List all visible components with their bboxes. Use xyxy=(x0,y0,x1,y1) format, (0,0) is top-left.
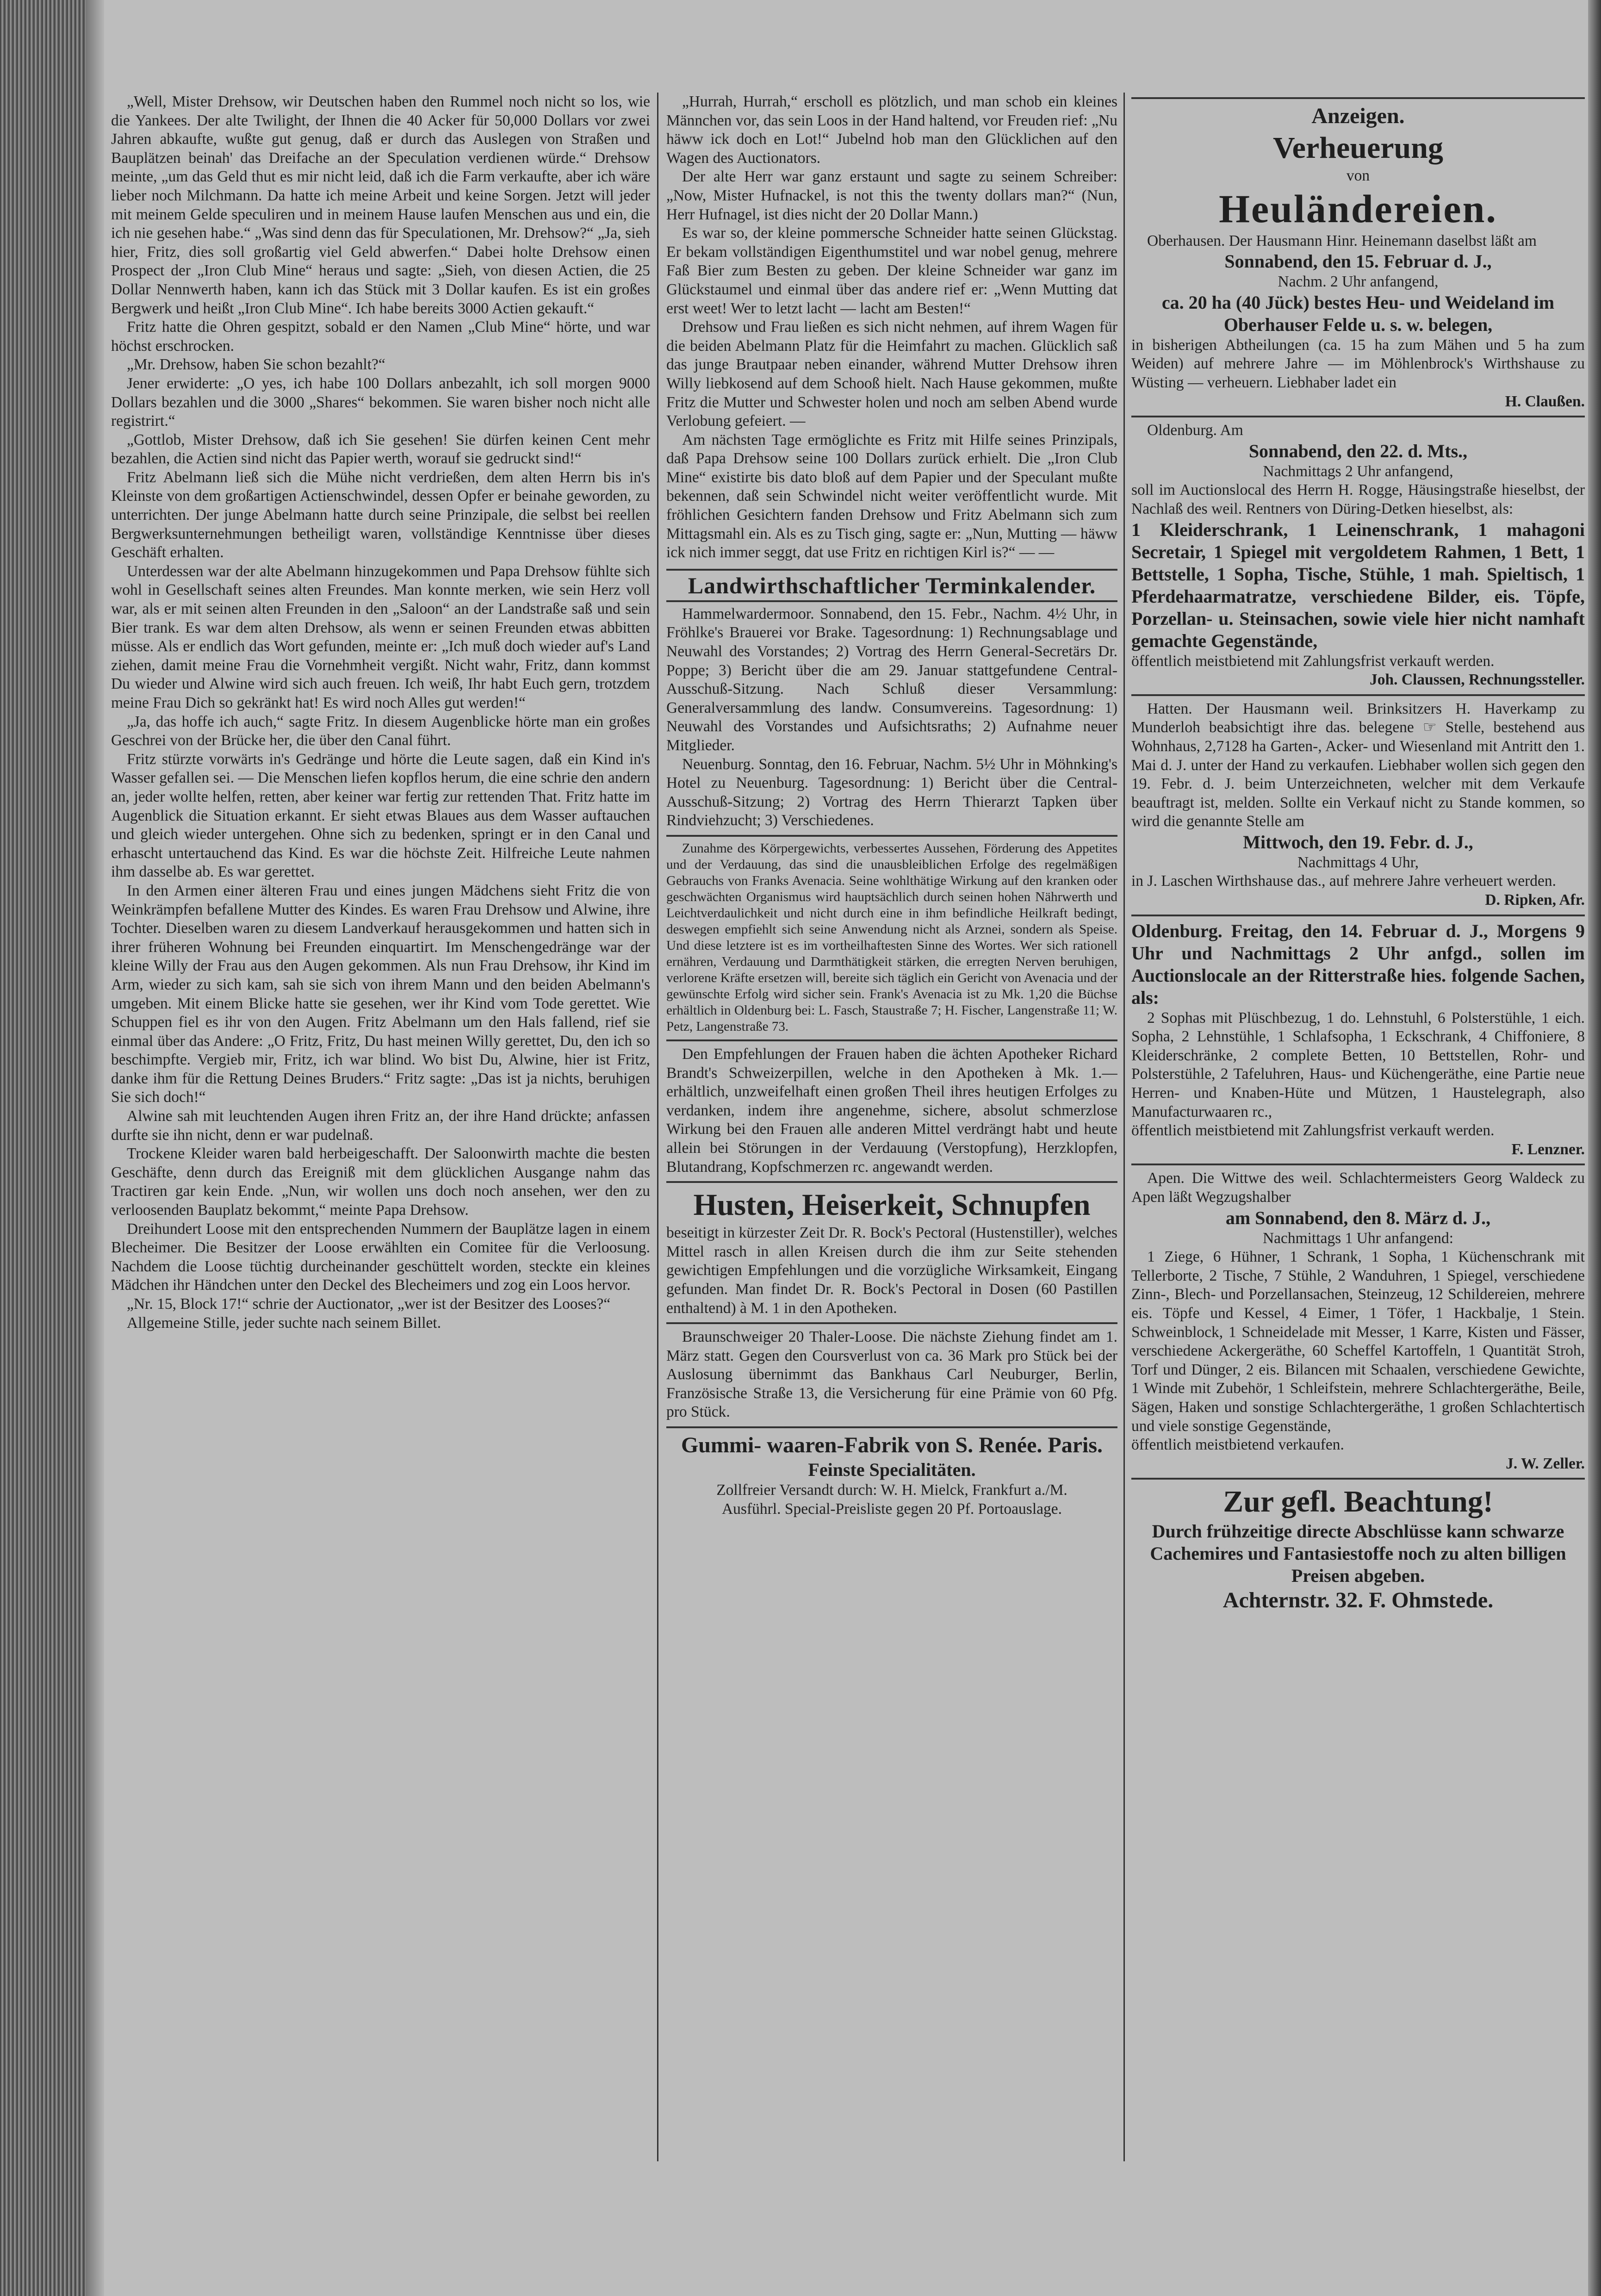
column-divider xyxy=(657,93,658,2161)
text-paragraph: Ausführl. Special-Preisliste gegen 20 Pf. Portoauslage. xyxy=(721,1500,1062,1518)
ad-title: Anzeigen. xyxy=(1131,97,1585,130)
advertisement: Zunahme des Körpergewichts, verbessertes Aussehen, Förderung des Appetites und der Verdauung, das sind die unausbleiblichen Erfolge des regelmäßigen Gebrauchs von Franks Avenacia. Seine wohlthätige Wirkung auf den kranken oder geschwächten Organismus wird hauptsächlich durch seinen hohen Nährwerth und Leichtverdaulichkeit und nicht durch eine in ihm befindliche Heilkraft bedingt, deswegen empfiehlt sich seine Anwendung nicht als Arznei, sondern als Speise. Und diese letztere ist es im vortheilhaftesten Sinne des Wortes. Wer sich rationell ernähren, Verdauung und Darmthätigkeit stärken, die erregten Nerven beruhigen, verlorene Kräfte ersetzen will, bereite sich täglich ein Gericht von Avenacia und der gewünschte Erfolg wird sicher sein. Frank's Avenacia ist zu Mk. 1,20 die Büchse erhältlich in Oldenburg bei: L. Fasch, Staustraße 7; H. Fischer, Langenstraße 11; W. Petz, Langenstraße 73. xyxy=(666,835,1117,1035)
ad-signature: Joh. Claussen, Rechnungssteller. xyxy=(1369,671,1585,689)
text-paragraph: Dreihundert Loose mit den entsprechenden Nummern der Bauplätze lagen in einem Blecheimer. Die Besitzer der Loose erwählten ein Comitee für die Verloosung. Nachdem die Loose tüchtig durcheinander geschüttelt worden, steckte ein kleines Mädchen ihr Händchen unter den Deckel des Blecheimers und zog ein Loos hervor. xyxy=(111,1220,650,1294)
text-paragraph: Nachmittags 1 Uhr anfangend: xyxy=(1262,1229,1454,1247)
text-paragraph: Fritz Abelmann ließ sich die Mühe nicht verdrießen, dem alten Herrn bis in's Kleinste von dem großartigen Actienschwindel, dessen Opfer er beinahe geworden, zu unterrichten. Der junge Abelmann hatte durch seine Prinzipale, die selbst bei reellen Bergwerksunternehmungen betheiligt waren, vollständige Kenntnisse über dieses Geschäft erhalten. xyxy=(111,468,650,561)
column-divider xyxy=(1123,93,1125,2161)
text-paragraph: Am nächsten Tage ermöglichte es Fritz mit Hilfe seines Prinzipals, daß Papa Drehsow seine 100 Dollars zurück erhielt. Die „Iron Club Mine“ existirte bis dato bloß auf dem Papier und der Speculant mußte bekennen, daß sein Schwindel nicht weiter veröffentlicht wurde. Mit fröhlichen Gesichtern fanden Drehsow und Fritz Abelmann sich zum Mittagsmahl ein. Als es zu Tisch ging, sagte er: „Nun, Mutting — häww ick nich immer seggt, dat use Fritz en richtigen Kirl is?“ — — xyxy=(666,431,1117,561)
ad-signature: F. Lenzner. xyxy=(1511,1140,1585,1158)
text-paragraph: Oberhausen. Der Hausmann Hinr. Heinemann daselbst läßt am xyxy=(1147,232,1537,249)
text-paragraph: „Hurrah, Hurrah,“ erscholl es plötzlich, und man schob ein kleines Männchen vor, das sein Loos in der Hand haltend, vor Freuden rief: „Nu häww ick doch en Lot!“ Jubelnd hob man den Glücklichen auf den Wagen des Auctionators. xyxy=(666,93,1117,167)
column-story-and-ads xyxy=(666,93,1117,2166)
text-paragraph: Nachm. 2 Uhr anfangend, xyxy=(1278,273,1439,291)
ad-title: Verheuerung xyxy=(1273,131,1443,165)
text-paragraph: Hammelwardermoor. Sonnabend, den 15. Febr., Nachm. 4½ Uhr, in Fröhlke's Brauerei vor Brake. Tagesordnung: 1) Rechnungsablage und Neuwahl des Vorstandes; 2) Vortrag des Herrn General-Secretärs Dr. Poppe; 3) Bericht über die am 29. Januar stattgefundene Central-Ausschuß-Sitzung. Nach Schluß dieser Versammlung: Generalversammlung des landw. Consumvereins. Tagesordnung: 1) Neuwahl des Vorstandes und Aufsichtsraths; 2) Aufnahme neuer Mitglieder. xyxy=(666,605,1117,754)
text-paragraph: Mittwoch, den 19. Febr. d. J., xyxy=(1243,831,1473,852)
ad-title: Gummi- waaren-Fabrik von S. Renée. Paris. xyxy=(666,1426,1117,1459)
text-paragraph: Der alte Herr war ganz erstaunt und sagte zu seinem Schreiber: „Now, Mister Hufnackel, is not this the twenty dollars man?“ (Nun, Herr Hufnagel, ist dies nicht der 20 Dollar Mann.) xyxy=(666,168,1117,223)
text-paragraph: öffentlich meistbietend mit Zahlungsfrist verkauft werden. xyxy=(1131,652,1495,670)
text-paragraph: öffentlich meistbietend verkaufen. xyxy=(1131,1436,1344,1454)
ad-footer: Achternstr. 32. F. Ohmstede. xyxy=(1222,1588,1494,1613)
advertisement: Den Empfehlungen der Frauen haben die ächten Apotheker Richard Brandt's Schweizerpillen, welche in den Apotheken à Mk. 1.— erhältlich, unzweifelhaft einen großen Theil ihres heutigen Erfolges zu verdanken, indem ihre angenehme, sichere, absolut schmerzlose Wirkung bei den Frauen alle anderen Mittel verdrängt habt und heute allein bei Störungen in der Verdauung (Verstopfung), Herzklopfen, Blutandrang, Kopfschmerzen rc. angewandt werden. xyxy=(666,1039,1117,1176)
text-paragraph: Nachmittags 4 Uhr, xyxy=(1297,853,1419,871)
text-paragraph: beseitigt in kürzester Zeit Dr. R. Bock's Pectoral (Hustenstiller), welches Mittel rasch in allen Kreisen durch die ihm zur Seite stehenden gewichtigen Empfehlungen und die vorzügliche Wirksamkeit, Eingang gefunden. Man findet Dr. R. Bock's Pectoral in Dosen (60 Pastillen enthaltend) à M. 1 in den Apotheken. xyxy=(666,1224,1117,1317)
text-paragraph: am Sonnabend, den 8. März d. J., xyxy=(1225,1207,1491,1228)
text-paragraph: „Nr. 15, Block 17!“ schrie der Auctionator, „wer ist der Besitzer des Looses?“ xyxy=(127,1295,611,1313)
advertisement: Apen. Die Wittwe des weil. Schlachtermeisters Georg Waldeck zu Apen läßt Wegzugshalber xyxy=(1131,1164,1585,1207)
text-paragraph: 1 Ziege, 6 Hühner, 1 Schrank, 1 Sopha, 1 Küchenschrank mit Tellerborte, 2 Tische, 7 Stühle, 2 Wanduhren, 1 Spiegel, verschiedene Zinn-, Blech- und Porzellansachen, Steinzeug, 12 Schildereien, mehrere eis. Töpfe und Kessel, 4 Eimer, 1 Töfer, 1 Hackbalje, 1 Stein. Schweinblock, 1 Schneidelade mit Messer, 1 Karre, Kisten und Fässer, verschiedene Ackergeräthe, 60 Scheffel Kartoffeln, 1 Quantität Stroh, Torf und Dünger, 2 eis. Bilancen mit Schaalen, verschiedene Gewichte, 1 Winde mit Zubehör, 1 Schleifstein, mehrere Schlachtergeräthe, Beile, Sägen, Haken und sonstige Schlachtergeräthe, 1 großen Schlachtertisch und viele sonstige Gegenstände, xyxy=(1131,1248,1585,1435)
advertisement: Oldenburg. Am xyxy=(1131,416,1585,440)
ad-signature: D. Ripken, Afr. xyxy=(1485,891,1585,909)
text-paragraph: Unterdessen war der alte Abelmann hinzugekommen und Papa Drehsow fühlte sich wohl in Gesellschaft seines alten Freundes. Man konnte merken, wie sein Herz voll war, als er mit seinen alten Freunden in den „Saloon“ an der Landstraße saß und sein Bier trank. Es war dem alten Drehsow, als wenn er seinen Freunden etwas abbitten müsse. Als er endlich das Wort gefunden, meinte er: „Ich muß doch wieder auf's Land ziehen, damit meine Frau die Vornehmheit vergißt. Nicht wahr, Fritz, dann kommst Du wieder und Alwine wird sich auch freuen. Ich weiß, Ihr habt Euch gern, trotzdem meine Frau Dich so gekränkt hat! Es wird noch Alles gut werden!“ xyxy=(111,562,650,711)
text-paragraph: Sonnabend, den 15. Februar d. J., xyxy=(1224,251,1492,272)
book-binding-edge xyxy=(0,0,104,2296)
text-paragraph: Durch frühzeitige directe Abschlüsse kann schwarze Cachemires und Fantasiestoffe noch zu alten billigen Preisen abgeben. xyxy=(1150,1521,1566,1587)
page-right-edge xyxy=(1588,0,1601,2296)
text-paragraph: ca. 20 ha (40 Jück) bestes Heu- und Weideland im Oberhauser Felde u. s. w. belegen, xyxy=(1161,292,1555,335)
text-paragraph: „Mr. Drehsow, haben Sie schon bezahlt?“ xyxy=(127,356,385,373)
text-paragraph: Alwine sah mit leuchtenden Augen ihren Fritz an, der ihre Hand drückte; anfassen durfte sie ihn nicht, denn er war pudelnaß. xyxy=(111,1108,650,1144)
ad-signature: H. Claußen. xyxy=(1505,392,1585,410)
advertisement: Hatten. Der Hausmann weil. Brinksitzers H. Haverkamp zu Munderloh beabsichtigt ihre das. belegene ☞ Stelle, bestehend aus Wohnhaus, 2,7128 ha Garten-, Acker- und Wiesenland mit Antritt den 1. Mai d. J. unter der Hand zu verkaufen. Liebhaber wollen sich gegen den 19. Febr. d. J. beim Unterzeichneten, welcher mit dem Verkaufe beauftragt ist, melden. Sollte ein Verkauf nicht zu Stande kommen, so wird die genannte Stelle am xyxy=(1131,694,1585,831)
text-paragraph: von xyxy=(1346,167,1370,184)
text-paragraph: Allgemeine Stille, jeder suchte nach seinem Billet. xyxy=(127,1314,441,1332)
text-paragraph: „Ja, das hoffe ich auch,“ sagte Fritz. In diesem Augenblicke hörte man ein großes Geschrei von der Brücke her, die über den Canal führt. xyxy=(111,713,650,749)
advertisement: Oldenburg. Freitag, den 14. Februar d. J., Morgens 9 Uhr und Nachmittags 2 Uhr anfgd., sollen im Auctionslocale an der Ritterstraße hies. folgende Sachen, als: xyxy=(1131,915,1585,1009)
ad-title: Zur gefl. Beachtung! xyxy=(1131,1478,1585,1520)
text-paragraph: Zollfreier Versandt durch: W. H. Mielck, Frankfurt a./M. xyxy=(716,1481,1067,1499)
text-paragraph: soll im Auctionslocal des Herrn H. Rogge, Häusingstraße hieselbst, der Nachlaß des weil. Rentners von Düring-Detken hieselbst, als: xyxy=(1131,481,1585,517)
text-paragraph: Jener erwiderte: „O yes, ich habe 100 Dollars anbezahlt, ich soll morgen 9000 Dollars bezahlen und die 3000 „Shares“ bekommen. Sie waren bisher noch nicht alle registrirt.“ xyxy=(111,374,650,430)
text-paragraph: Fritz hatte die Ohren gespitzt, sobald er den Namen „Club Mine“ hörte, und war höchst erschrocken. xyxy=(111,318,650,355)
text-paragraph: öffentlich meistbietend mit Zahlungsfrist verkauft werden. xyxy=(1131,1122,1495,1139)
text-paragraph: Feinste Specialitäten. xyxy=(808,1459,976,1481)
text-paragraph: Fritz stürzte vorwärts in's Gedränge und hörte die Leute sagen, daß ein Kind in's Wasser gefallen sei. — Die Menschen liefen kopflos herum, die eine schrie den andern an, jeder wollte helfen, retten, aber keiner war fertig zur rettenden That. Fritz hatte im Augenblick die Situation erkannt. Er sieht etwas Blaues aus dem Wasser auftauchen und gleich wieder untergehen. Ohne sich zu bedenken, springt er in den Canal und erhascht untertauchend das Kind. Es war die höchste Zeit. Hilfreiche Leute nahmen ihm dasselbe ab. Es war gerettet. xyxy=(111,750,650,881)
ad-signature: J. W. Zeller. xyxy=(1506,1455,1585,1472)
ad-title: Husten, Heiserkeit, Schnupfen xyxy=(666,1181,1117,1224)
column-advertisements xyxy=(1131,93,1585,2166)
section-heading: Landwirthschaftlicher Terminkalender. xyxy=(666,569,1117,602)
text-paragraph: Es war so, der kleine pommersche Schneider hatte seinen Glückstag. Er bekam vollständigen Eigenthumstitel und war nobel genug, mehrere Faß Bier zum Besten zu geben. Der kleine Schneider war ganz im Glückstaumel und einmal über das andere rief er: „Wenn Mutting dat erst weet! Wer to letzt lacht — lacht am Besten!“ xyxy=(666,224,1117,317)
text-paragraph: „Well, Mister Drehsow, wir Deutschen haben den Rummel noch nicht so los, wie die Yankees. Der alte Twilight, der Ihnen die 40 Acker für 50,000 Dollars vor zwei Jahren abkaufte, wußte gut genug, daß er durch das Auslegen von Straßen und Bauplätzen beinah' das Dreifache an der Speculation verdienen würde.“ Drehsow meinte, „um das Geld thut es mir nicht leid, daß ich die Farm verkaufte, aber ich wäre lieber noch Milchmann. Da hatte ich meine Arbeit und keine Sorgen. Jetzt will jeder mit meinem Gelde speculiren und in meinem Hause laufen Menschen aus und ein, die ich nie gesehen habe.“ „Was sind denn das für Speculationen, Mr. Drehsow?“ „Ja, sieh hier, Fritz, dies soll großartig viel Geld abwerfen.“ Dabei holte Drehsow einen Prospect der „Iron Club Mine“ heraus und sagte: „Sieh, von diesen Actien, die 25 Dollar Nennwerth haben, kann ich das Stück mit 3 Dollar kaufen. Es ist ein großes Bergwerk und heißt „Iron Club Mine“. Ich habe bereits 3000 Actien gekauft.“ xyxy=(111,93,650,317)
text-paragraph: „Gottlob, Mister Drehsow, daß ich Sie gesehen! Sie dürfen keinen Cent mehr bezahlen, die Actien sind nicht das Papier werth, worauf sie gedruckt sind!“ xyxy=(111,431,650,467)
text-paragraph: 2 Sophas mit Plüschbezug, 1 do. Lehnstuhl, 6 Polsterstühle, 1 eich. Sopha, 2 Lehnstühle, 1 Schlafsopha, 1 Eckschrank, 4 Chiffoniere, 8 Kleiderschränke, 2 complete Betten, 10 Bettstellen, Rohr- und Polsterstühle, 2 Tafeluhren, Haus- und Küchengeräthe, eine Partie neue Herren- und Knaben-Hüte und Mützen, 1 Haustelegraph, also Manufacturwaaren rc., xyxy=(1131,1009,1585,1120)
text-paragraph: Sonnabend, den 22. d. Mts., xyxy=(1248,440,1468,461)
advertisement: Braunschweiger 20 Thaler-Loose. Die nächste Ziehung findet am 1. März statt. Gegen den Coursverlust von ca. 36 Mark pro Stück bei der Auslosung übernimmt das Bankhaus Carl Neuburger, Berlin, Französische Straße 13, die Versicherung für eine Prämie von 60 Pfg. pro Stück. xyxy=(666,1322,1117,1422)
text-paragraph: Nachmittags 2 Uhr anfangend, xyxy=(1263,462,1453,480)
text-paragraph: Drehsow und Frau ließen es sich nicht nehmen, auf ihrem Wagen für die beiden Abelmann Platz für die Heimfahrt zu machen. Glücklich saß das junge Brautpaar neben einander, während Mutter Drehsow ihren Willy liebkosend auf dem Schooß hielt. Nach Hause gekommen, mußte Fritz die Mutter und Schwester holen und noch am selben Abend wurde Verlobung gefeiert. — xyxy=(666,318,1117,430)
text-paragraph: in bisherigen Abtheilungen (ca. 15 ha zum Mähen und 5 ha zum Weiden) auf mehrere Jahre — im Möhlenbrock's Wirthshause zu Wüsting — verheuern. Liebhaber ladet ein xyxy=(1131,336,1585,391)
ad-title: Heuländereien. xyxy=(1219,186,1497,231)
text-paragraph: In den Armen einer älteren Frau und eines jungen Mädchens sieht Fritz die von Weinkrämpfen befallene Mutter des Kindes. Es waren Frau Drehsow und Alwine, ihre Tochter. Dieselben waren zu diesem Landverkauf herausgekommen und hatten sich in ihrer früheren Wohnung bei Freunden einquartirt. Im Menschengedränge war der kleine Willy der Frau aus den Augen gekommen. Als nun Frau Drehsow, ihr Kind im Arm, wieder zu sich kam, sah sie sich von ihrem Mann und den beiden Abelmann's umgeben. Mit einem Blicke hatte sie gesehen, wer ihr Kind vom Tode gerettet. Wie Schuppen fiel es ihr von den Augen. Fritz Abelmann um den Hals fallend, rief sie einmal über das Andere: „O Fritz, Fritz, Du hast meinen Willy gerettet, Du, den ich so beschimpfte. Vergieb mir, Fritz, ich war blind. Wo bist Du, Alwine, hier ist Fritz, danke ihm für die Rettung Deines Bruders.“ Fritz sagte: „Das ist ja nichts, beruhigen Sie sich doch!“ xyxy=(111,882,650,1106)
text-paragraph: Trockene Kleider waren bald herbeigeschafft. Der Saloonwirth machte die besten Geschäfte, denn durch das Ereigniß mit dem glücklichen Ausgange nahm das Tractiren gar kein Ende. „Nun, wir wollen uns doch noch ansehen, wer den zu verloosenden Bauplatz bekommt,“ meinte Papa Drehsow. xyxy=(111,1145,650,1219)
column-story xyxy=(111,93,650,2166)
text-paragraph: in J. Laschen Wirthshause das., auf mehrere Jahre verheuert werden. xyxy=(1131,872,1556,890)
text-paragraph: 1 Kleiderschrank, 1 Leinenschrank, 1 mahagoni Secretair, 1 Spiegel mit vergoldetem Rahmen, 1 Bett, 1 Bettstelle, 1 Sopha, Tische, Stühle, 1 mah. Spieltisch, 1 Pferdehaarmatratze, verschiedene Bilder, eis. Töpfe, Porzellan- u. Steinsachen, sowie viele hier nicht namhaft gemachte Gegenstände, xyxy=(1131,519,1585,651)
text-paragraph: Neuenburg. Sonntag, den 16. Februar, Nachm. 5½ Uhr in Möhnking's Hotel zu Neuenburg. Tagesordnung: 1) Bericht über die Central-Ausschuß-Sitzung; 2) Vortrag des Herrn Thierarzt Tapken über Rindviehzucht; 3) Verschiedenes. xyxy=(666,755,1117,829)
